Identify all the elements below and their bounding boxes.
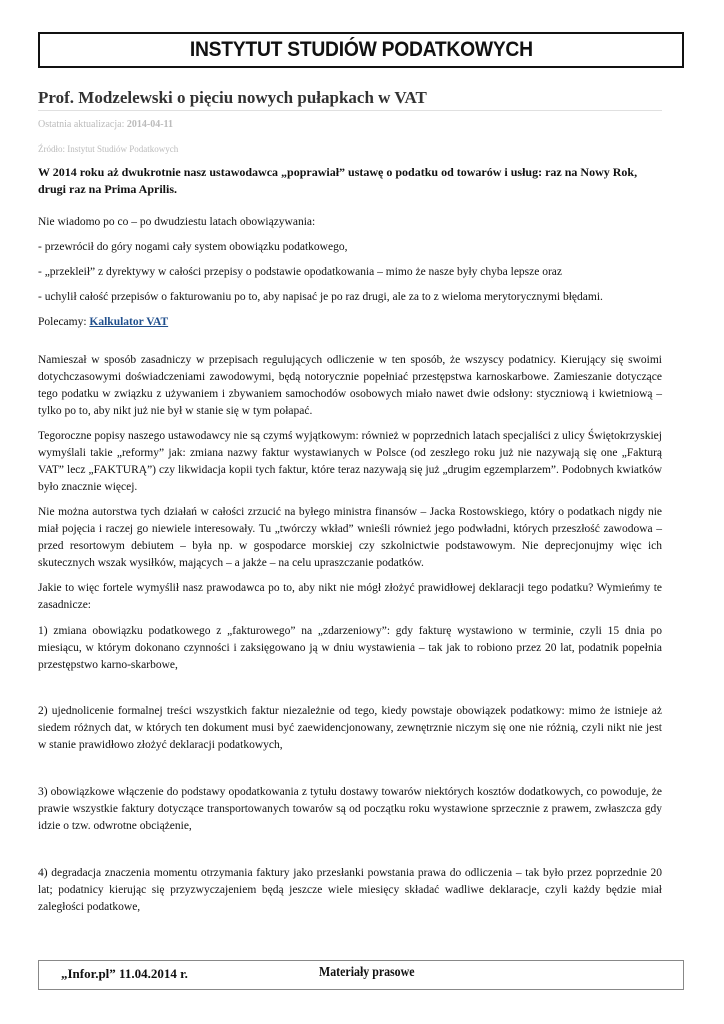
recommend-line [38,314,662,331]
body-paragraph: Tegoroczne popisy naszego ustawodawcy nie są czymś wyjątkowym: również w poprzednich latach specjaliści z ulicy Świętokrzyskiej wymyślali takie „reformy” jak: zmiana nazwy faktur wystawianych w Polsce (od zeszłego roku już nie nazywają się one „Fakturą VAT” lecz „FAKTURĄ”) czy likwidacja kopii tych faktur, które teraz nazywają się już „drugim egzemplarzem”. Podobnych kwiatków było znacznie więcej. [38,430,662,493]
source-line: Źródło: Instytut Studiów Podatkowych [38,144,179,154]
last-updated [38,119,662,130]
intro-text: Nie wiadomo po co – po dwudziestu latach obowiązywania: [38,216,316,228]
footer-source: „Infor.pl” 11.04.2014 r. [61,966,188,981]
article-title: Prof. Modzelewski o pięciu nowych pułapkach w VAT [38,88,662,111]
list-point: 1) zmiana obowiązku podatkowego z „fakturowego” na „zdarzeniowy”: gdy fakturę wystawiono w terminie, czyli 15 dnia po miesiącu, w którym dokonano czynności i zaksięgowano ją w dniu wystawienia – tak jak to robiono przez 20 lat, podatnik popełnia przestępstwo karno-skarbowe, [38,625,662,671]
bullet-item: - uchylił całość przepisów o fakturowaniu po to, aby napisać je po raz drugi, ale za to z wieloma merytorycznymi błędami. [38,291,603,303]
body-paragraph: Jakie to więc fortele wymyślił nasz prawodawca po to, aby nikt nie mógł złożyć prawidłowej deklaracji tego podatku? Wymieńmy te zasadnicze: [38,582,662,611]
bullet-item: - przewrócił do góry nogami cały system obowiązku podatkowego, [38,241,348,253]
kalkulator-vat-link[interactable]: Kalkulator VAT [89,316,169,328]
article [38,88,662,916]
institute-title: INSTYTUT STUDIÓW PODATKOWYCH [189,38,533,61]
list-point: 4) degradacja znaczenia momentu otrzymania faktury jako przesłanki powstania prawa do odliczenia – tak było przez poprzednie 20 lat; podatnicy kierując się przyzwyczajeniem będą jeszcze wiele miesięcy składać wadliwe deklaracje, czyli każdy będzie miał zaległości podatkowe, [38,867,662,913]
last-updated-label: Ostatnia aktualizacja: [38,119,125,130]
recommend-label: Polecamy: [38,316,87,328]
header-box [38,32,684,68]
last-updated-date: 2014-04-11 [126,119,173,130]
body-paragraph: Namieszał w sposób zasadniczy w przepisach regulujących odliczenie w ten sposób, że wszyscy podatnicy. Kierujący się swoimi dotychczasowymi doświadczeniami zawodowymi, będą notorycznie popełniać przestępstwa karnoskarbowe. Zamieszanie dotyczące tego podatku w związku z używaniem i zbywaniem samochodów osobowych miało nawet dwie odsłony: styczniową i kwietniową – tylko po to, aby nikt już nie był w stanie się w tym połapać. [38,354,662,417]
list-point: 3) obowiązkowe włączenie do podstawy opodatkowania z tytułu dostawy towarów niektórych kosztów dodatkowych, co powoduje, że prawie wszystkie faktury dotyczące transportowanych towarów są od początku roku wystawione sprzecznie z prawem, zwłaszcza gdy idzie o tzw. odwrotne obciążenie, [38,786,662,832]
bullet-item: - „przekleił” z dyrektywy w całości przepisy o podstawie opodatkowania – mimo że nasze były chyba lepsze oraz [38,266,563,278]
body-paragraph: Nie można autorstwa tych działań w całości zrzucić na byłego ministra finansów – Jacka Rostowskiego, który o podatkach nigdy nie miał pojęcia i raczej go niewiele interesowały. Tu „twórczy wkład” wnieśli również jego podwładni, których przeszłość zawodowa – przed resortowym debiutem – była np. w gospodarce morskiej czy szkolnictwie podstawowym. Nie deprecjonujmy więc ich skutecznych wszak wysiłków, mających – a jakże – na celu upraszczanie podatków. [38,506,662,569]
footer-box [38,960,684,990]
footer-category: Materiały prasowe [319,965,415,980]
article-lead: W 2014 roku aż dwukrotnie nasz ustawodawca „poprawiał” ustawę o podatku od towarów i usług: raz na Nowy Rok, drugi raz na Prima Aprilis. [38,165,638,196]
list-point: 2) ujednolicenie formalnej treści wszystkich faktur niezależnie od tego, kiedy powstaje obowiązek podatkowy: mimo że istnieje aż siedem różnych dat, w których ten dokument musi być zaewidencjonowany, zewnętrznie niczym się one nie różnią, czyli nikt nie jest w stanie prawidłowo złożyć deklaracji podatkowych, [38,705,662,751]
